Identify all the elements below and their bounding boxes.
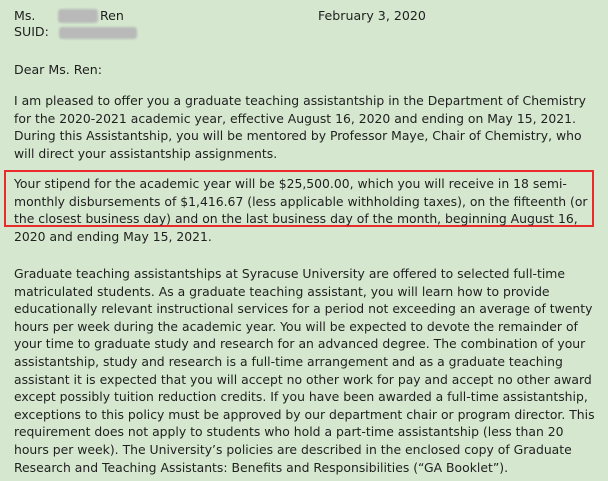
suid-line (14, 24, 137, 40)
paragraph-offer: I am pleased to offer you a graduate teaching assistantship in the Department of Chemistry for the 2020-2021 academic year, effective August 16, 2020 and ending on May 15, 2021. During this Assistantship, you will be mentored by Professor Maye, Chair of Chemistry, who will direct your assistantship assignments. (14, 93, 586, 161)
letter-greeting: Dear Ms. Ren: (14, 62, 102, 77)
recipient-name-line (14, 8, 137, 24)
recipient-surname: Ren (100, 8, 124, 23)
paragraph-policy: Graduate teaching assistantships at Syracuse University are offered to selected full-time matriculated students. As a graduate teaching assistant, you will learn how to provide educationally relevant instructional services for a period not exceeding an average of twenty hours per week during the academic year. You will be expected to devote the remainder of your time to graduate study and research for an advanced degree. The combination of your assistantship, study and research is a full-time arrangement and as a graduate teaching assistant it is expected that you will accept no other work for pay and accept no other award except possibly tuition reduction credits. If you have been awarded a full-time assistantship, exceptions to this policy must be approved by our department chair or program director. This requirement does not apply to students who hold a part-time assistantship (less than 20 hours per week). The University’s policies are described in the enclosed copy of Graduate Research and Teaching Assistants: Benefits and Responsibilities (“GA Booklet”). (14, 266, 595, 475)
redacted-first-name (58, 9, 98, 23)
salutation-prefix: Ms. (14, 8, 36, 23)
paragraph-stipend: Your stipend for the academic year will be $25,500.00, which you will receive in 18 semi-monthly disbursements of $1,416.67 (less applicable withholding taxes), on the fifteenth (or the closest business day) and on the last business day of the month, beginning August 16, 2020 and ending May 15, 2021. (14, 176, 588, 244)
redacted-suid (59, 27, 137, 39)
letter-date: February 3, 2020 (318, 8, 426, 23)
recipient-block (14, 8, 137, 40)
suid-label: SUID: (14, 24, 49, 39)
letter-header (14, 6, 592, 40)
